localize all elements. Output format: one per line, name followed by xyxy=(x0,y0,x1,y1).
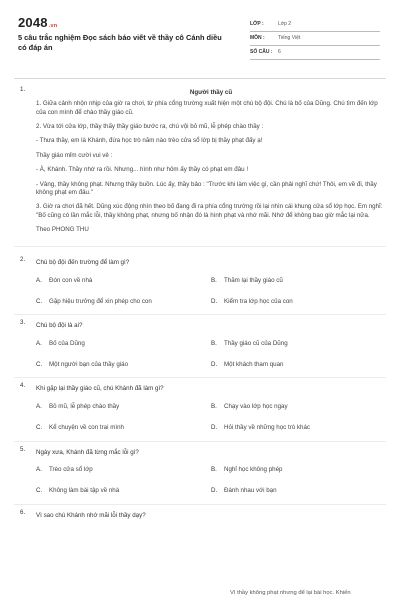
reading-title: Người thầy cũ xyxy=(189,89,233,96)
answer-option-d[interactable]: D. Kiểm tra lớp học của con xyxy=(211,298,293,306)
meta-subject-label: MÔN : xyxy=(250,35,265,42)
reading-paragraph: - Vâng, thầy không phạt. Nhưng thầy buồn. Lúc ấy, thầy bảo : "Trước khi làm việc gì, cần phải nghĩ chứ! Thôi, em về đi, thầy không phạt em đâu." xyxy=(36,180,377,196)
logo-suffix: .vn xyxy=(48,23,58,29)
question-number: 3. xyxy=(20,319,26,327)
answer-options xyxy=(36,331,386,378)
answer-option-a[interactable]: A. Trèo cửa sổ lớp xyxy=(36,465,93,473)
question-text: Chú bộ đội là ai? xyxy=(36,322,83,330)
answer-option-b[interactable]: B. Nghỉ học không phép xyxy=(211,465,283,473)
answer-options xyxy=(36,394,386,441)
question-number: 6. xyxy=(20,508,26,516)
question-5 xyxy=(14,442,386,505)
meta-count xyxy=(250,46,380,60)
answer-option-b[interactable]: B. Chạy vào lớp học ngay xyxy=(211,402,288,410)
meta-count-value: 6 xyxy=(278,49,281,56)
site-logo[interactable]: 2048.vn xyxy=(18,15,58,30)
answer-option-b[interactable]: B. Thăm lại thầy giáo cũ xyxy=(211,276,283,284)
question-number: 5. xyxy=(20,445,26,453)
answer-option-partial[interactable]: Vì thầy không phạt nhưng để lại bài học. Khiến xyxy=(230,590,351,596)
reading-paragraph: 3. Giờ ra chơi đã hết. Dũng xúc động nhìn theo bố đang đi ra phía cổng trường rồi lại nhìn cái khung cửa sổ lớp học. Em nghĩ: "Bố cũng có lần mắc lỗi, thầy không phạt, nhưng bố nhận đó là hình phạt và nhớ mãi. Nhớ để không bao giờ mắc lại nữa. xyxy=(36,203,383,219)
question-6 xyxy=(14,505,386,520)
question-number: 1. xyxy=(20,86,26,93)
question-number: 4. xyxy=(20,382,26,390)
answer-option-b[interactable]: B. Thầy giáo cũ của Dũng xyxy=(211,339,288,347)
reading-paragraph: Thầy giáo mỉm cười vui vẻ : xyxy=(36,151,113,159)
answer-option-c[interactable]: C. Một người bạn của thầy giáo xyxy=(36,361,129,369)
answer-option-a[interactable]: A. Đón con về nhà xyxy=(36,276,93,284)
answer-options xyxy=(36,268,386,315)
question-2 xyxy=(14,252,386,315)
meta-class-value: Lớp 2 xyxy=(278,21,292,28)
answer-options xyxy=(36,457,386,504)
reading-paragraph: 2. Vừa tới cửa lớp, thầy thấy thầy giáo bước ra, chú vội bỏ mũ, lễ phép chào thầy : xyxy=(36,123,264,131)
answer-option-d[interactable]: D. Đánh nhau với bạn xyxy=(211,487,277,495)
answer-option-a[interactable]: A. Bỏ mũ, lễ phép chào thầy xyxy=(36,402,120,410)
answer-option-c[interactable]: C. Gặp hiệu trưởng để xin phép cho con xyxy=(36,298,152,306)
question-text: Chú bộ đội đến trường để làm gì? xyxy=(36,259,130,267)
reading-passage xyxy=(36,85,386,234)
answer-option-d[interactable]: D. Một khách tham quan xyxy=(211,361,284,369)
question-number: 2. xyxy=(20,256,26,264)
answer-option-a[interactable]: A. Bố của Dũng xyxy=(36,339,85,347)
meta-class-label: LỚP : xyxy=(250,21,264,28)
answer-option-d[interactable]: D. Hỏi thầy về những học trò khác xyxy=(211,424,311,432)
question-4 xyxy=(14,378,386,441)
question-list xyxy=(14,78,386,520)
question-3 xyxy=(14,315,386,378)
question-1-reading xyxy=(14,82,386,247)
reading-signature: Theo PHONG THU xyxy=(36,225,89,233)
meta-info xyxy=(250,18,380,60)
question-text: Khi gặp lại thầy giáo cũ, chú Khánh đã làm gì? xyxy=(36,385,164,393)
document-header xyxy=(14,14,386,66)
meta-class xyxy=(250,18,380,32)
meta-subject-value: Tiếng Việt xyxy=(278,35,301,42)
question-text: Vì sao chú Khánh nhớ mãi lỗi thầy dạy? xyxy=(36,511,146,519)
reading-paragraph: - Thưa thầy, em là Khánh, đứa học trò năm nào trèo cửa sổ lớp bị thầy phạt đấy ạ! xyxy=(36,137,263,145)
reading-paragraph: - À, Khánh. Thầy nhớ ra rồi. Nhưng... hình như hôm ấy thầy có phạt em đâu ! xyxy=(36,166,249,174)
reading-paragraph: 1. Giữa cảnh nhộn nhịp của giờ ra chơi, từ phía cổng trường xuất hiện một chú bộ đội. Chú là bố của Dũng. Chú tìm đến lớp của con mình để chào thầy giáo cũ. xyxy=(36,100,378,116)
document-title: 5 câu trắc nghiệm Đọc sách báo viết về thầy cô Cánh diều có đáp án xyxy=(18,33,222,53)
meta-subject xyxy=(250,32,380,46)
question-text: Ngày xưa, Khánh đã từng mắc lỗi gì? xyxy=(36,448,139,456)
answer-option-c[interactable]: C. Kể chuyện về con trai mình xyxy=(36,424,124,432)
meta-count-label: SỐ CÂU : xyxy=(250,49,273,56)
answer-option-c[interactable]: C. Không làm bài tập về nhà xyxy=(36,487,120,495)
